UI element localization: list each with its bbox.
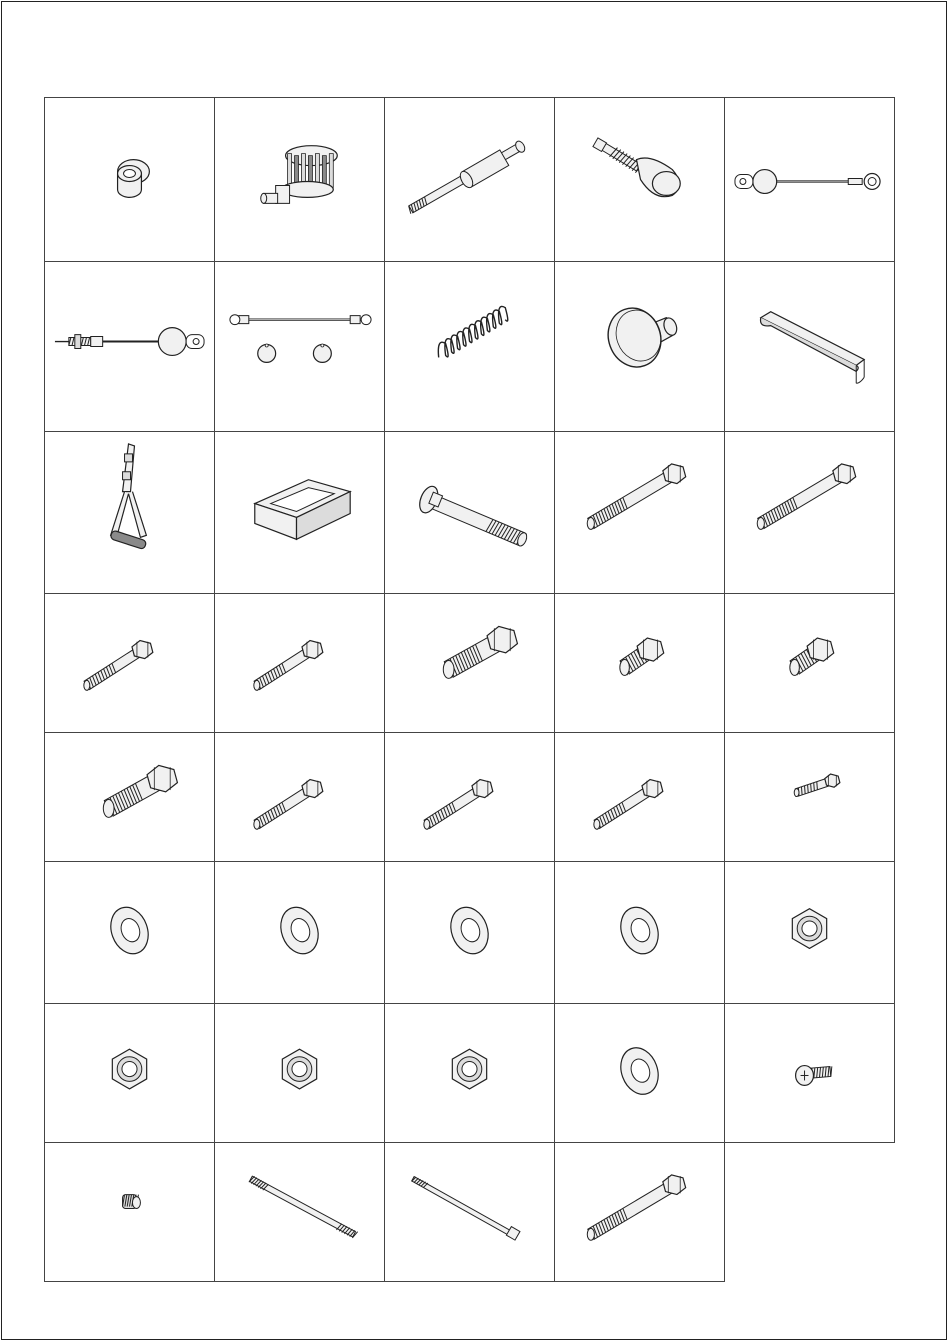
part-cell <box>384 97 555 262</box>
channel-cover-icon <box>725 262 894 431</box>
part-cell <box>44 431 215 594</box>
square-end-cap-icon <box>215 432 384 593</box>
long-hex-bolt-icon <box>555 432 724 593</box>
large-hex-bolt-icon <box>385 594 554 732</box>
hex-bolt-icon <box>215 594 384 732</box>
part-cell <box>554 593 725 733</box>
pop-pin-rod-icon <box>385 98 554 261</box>
part-cell <box>214 261 385 432</box>
part-cell <box>724 861 895 1004</box>
part-cell <box>44 97 215 262</box>
flat-washer-icon <box>385 862 554 1003</box>
flat-washer-icon <box>215 862 384 1003</box>
part-cell <box>44 593 215 733</box>
part-cell <box>554 861 725 1004</box>
nylon-lock-nut-icon <box>45 1004 214 1142</box>
part-cell <box>384 431 555 594</box>
short-hex-bolt-icon <box>555 594 724 732</box>
phillips-screw-icon <box>725 1004 894 1142</box>
part-cell <box>554 1142 725 1282</box>
nylon-lock-nut-icon <box>215 1004 384 1142</box>
pull-knob-pin-icon <box>555 98 724 261</box>
flat-washer-icon <box>45 862 214 1003</box>
short-hex-bolt-icon <box>725 594 894 732</box>
part-cell <box>44 261 215 432</box>
part-cell <box>554 97 725 262</box>
part-cell <box>44 861 215 1004</box>
threaded-rod-icon <box>215 1143 384 1281</box>
part-cell <box>724 732 895 862</box>
part-cell <box>214 593 385 733</box>
flat-washer-icon <box>555 1004 724 1142</box>
part-cell <box>554 1003 725 1143</box>
part-cell <box>214 861 385 1004</box>
part-cell <box>724 261 895 432</box>
flat-washer-icon <box>555 862 724 1003</box>
hex-bolt-icon <box>215 733 384 861</box>
part-cell <box>44 1003 215 1143</box>
part-cell <box>44 1142 215 1282</box>
part-cell <box>214 732 385 862</box>
hex-bolt-icon <box>385 733 554 861</box>
part-cell <box>384 261 555 432</box>
long-threaded-rod-icon <box>385 1143 554 1281</box>
part-cell <box>384 1142 555 1282</box>
part-cell <box>724 593 895 733</box>
part-cell <box>724 431 895 594</box>
part-cell <box>554 261 725 432</box>
part-cell <box>44 732 215 862</box>
nylon-lock-nut-icon <box>385 1004 554 1142</box>
mushroom-knob-icon <box>555 262 724 431</box>
cable-ball-stop-icon <box>725 98 894 261</box>
part-cell <box>214 1003 385 1143</box>
part-cell <box>214 1142 385 1282</box>
long-hex-bolt-icon <box>555 1143 724 1281</box>
nylon-lock-nut-icon <box>725 862 894 1003</box>
part-cell <box>554 732 725 862</box>
small-hex-bolt-icon <box>725 733 894 861</box>
bushing-icon <box>45 98 214 261</box>
part-cell <box>384 1003 555 1143</box>
part-cell <box>724 1003 895 1143</box>
hex-bolt-icon <box>45 594 214 732</box>
part-cell <box>214 97 385 262</box>
large-hex-bolt-icon <box>45 733 214 861</box>
part-cell <box>724 97 895 262</box>
part-cell <box>554 431 725 594</box>
part-cell <box>384 861 555 1004</box>
part-cell <box>384 732 555 862</box>
carriage-bolt-icon <box>385 432 554 593</box>
hex-bolt-icon <box>555 733 724 861</box>
cable-with-threaded-end-icon <box>45 262 214 431</box>
knob-assembly-icon <box>215 98 384 261</box>
long-hex-bolt-icon <box>725 432 894 593</box>
cable-with-two-balls-icon <box>215 262 384 431</box>
part-cell <box>214 431 385 594</box>
strap-handle-icon <box>45 432 214 593</box>
part-cell <box>384 593 555 733</box>
set-screw-icon <box>45 1143 214 1281</box>
spring-icon <box>385 262 554 431</box>
